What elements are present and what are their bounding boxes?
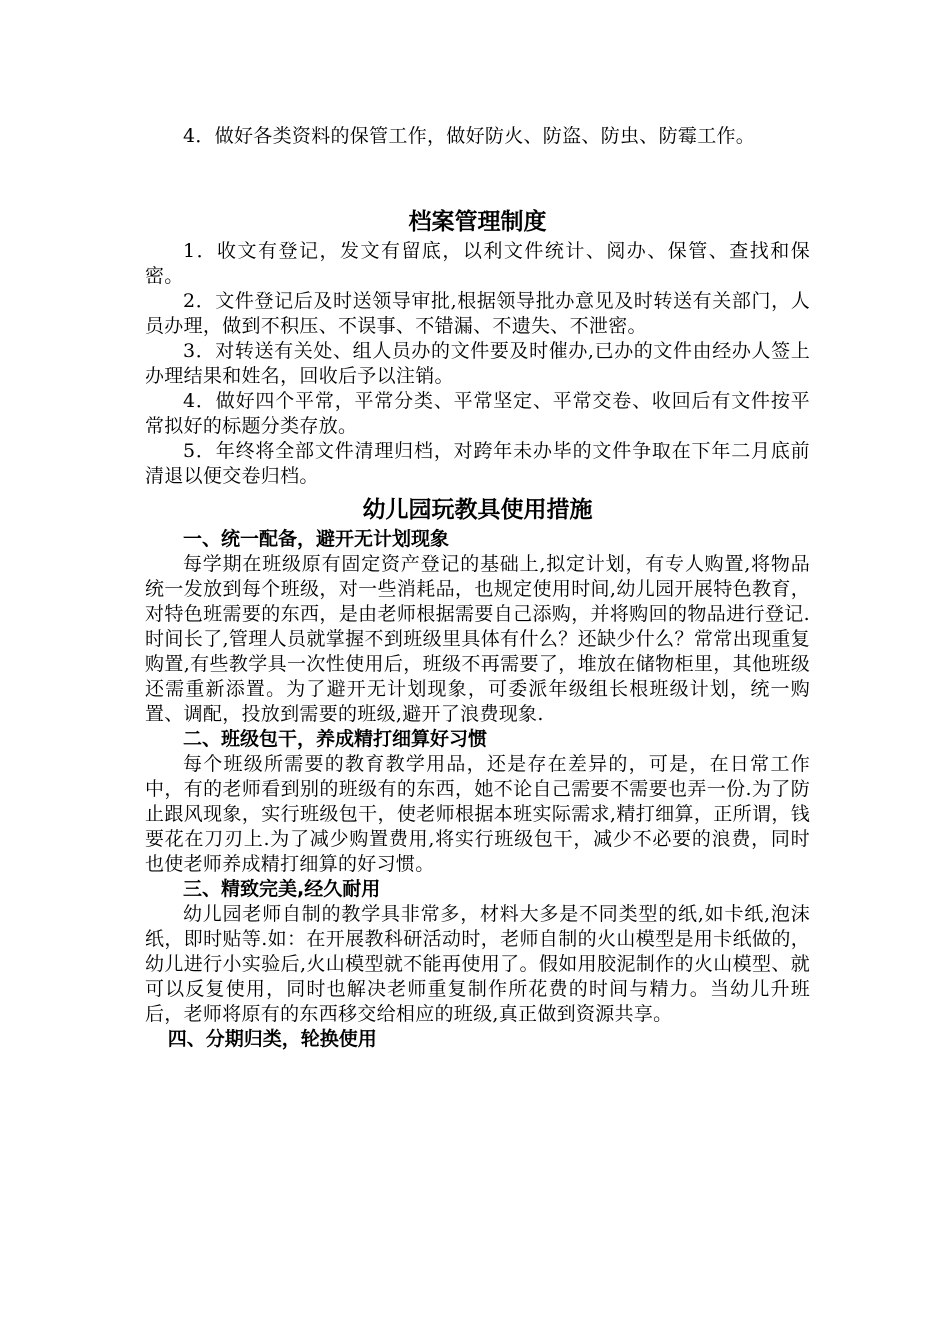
archive-title: 档案管理制度 <box>408 209 547 235</box>
archive-item-1: 1．收文有登记，发文有留底，以利文件统计、阅办、保管、查找和保密。 <box>145 240 810 287</box>
section-2-body: 每个班级所需要的教育教学用品，还是存在差异的，可是，在日常工作中，有的老师看到别的班级有的东西，她不论自己需要不需要也弄一份.为了防止跟风现象，实行班级包干，使老师根据本班实际需求,精打细算，正所谓，钱要花在刀刃上.为了减少购置费用,将实行班级包干，减少不必要的浪费，同时也使老师养成精打细算的好习惯。 <box>145 753 810 875</box>
archive-item-4: 4．做好四个平常，平常分类、平常坚定、平常交卷、收回后有文件按平常拟好的标题分类存放。 <box>145 390 810 437</box>
archive-item-2: 2．文件登记后及时送领导审批,根据领导批办意见及时转送有关部门，人员办理，做到不积压、不误事、不错漏、不遗失、不泄密。 <box>145 290 810 337</box>
spacer <box>145 149 810 207</box>
section-1-heading: 一、统一配备，避开无计划现象 <box>183 528 450 550</box>
archive-item-5: 5．年终将全部文件清理归档，对跨年未办毕的文件争取在下年二月底前清退以便交卷归档。 <box>145 440 810 487</box>
toys-title: 幼儿园玩教具使用措施 <box>362 497 593 523</box>
section-3-heading: 三、精致完美,经久耐用 <box>183 878 381 900</box>
document-page <box>145 124 810 1052</box>
section-4-heading: 四、分期归类，轮换使用 <box>167 1028 377 1050</box>
intro-paragraph: 4．做好各类资料的保管工作，做好防火、防盗、防虫、防霉工作。 <box>183 125 756 147</box>
section-2-heading: 二、班级包干，养成精打细算好习惯 <box>183 728 488 750</box>
section-1-body: 每学期在班级原有固定资产登记的基础上,拟定计划，有专人购置,将物品统一发放到每个班级，对一些消耗品，也规定使用时间,幼儿园开展特色教育，对特色班需要的东西，是由老师根据需要自己添购，并将购回的物品进行登记.时间长了,管理人员就掌握不到班级里具体有什么？还缺少什么？常常出现重复购置,有些教学具一次性使用后，班级不再需要了，堆放在储物柜里，其他班级还需重新添置。为了避开无计划现象，可委派年级组长根班级计划，统一购置、调配，投放到需要的班级,避开了浪费现象. <box>145 553 810 725</box>
archive-item-3: 3．对转送有关处、组人员办的文件要及时催办,已办的文件由经办人签上办理结果和姓名，回收后予以注销。 <box>145 340 810 387</box>
section-3-body: 幼儿园老师自制的教学具非常多，材料大多是不同类型的纸,如卡纸,泡沫纸，即时贴等.如：在开展教科研活动时，老师自制的火山模型是用卡纸做的，幼儿进行小实验后,火山模型就不能再使用了。假如用胶泥制作的火山模型、就可以反复使用，同时也解决老师重复制作所花费的时间与精力。当幼儿升班后，老师将原有的东西移交给相应的班级,真正做到资源共享。 <box>145 903 810 1025</box>
